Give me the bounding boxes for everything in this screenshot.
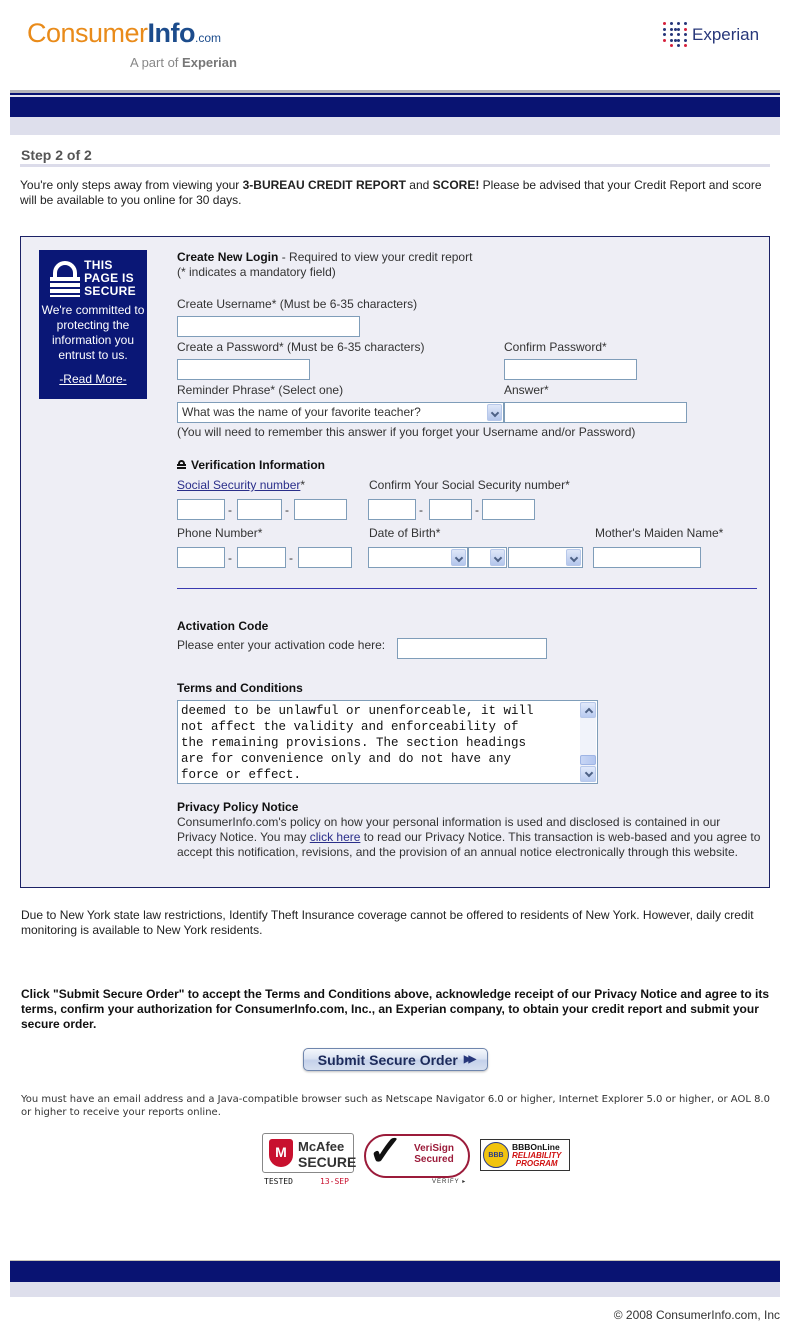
confirm-ssn-part1-input[interactable]	[368, 499, 416, 520]
ssn-part3-input[interactable]	[294, 499, 347, 520]
username-input[interactable]	[177, 316, 360, 337]
experian-dot	[663, 39, 666, 42]
maiden-name-label: Mother's Maiden Name*	[595, 526, 724, 540]
ssn-help-link[interactable]: Social Security number	[177, 478, 301, 492]
experian-dot	[663, 33, 666, 36]
header-nav-bar	[10, 97, 780, 117]
mcafee-shield-icon: M	[269, 1139, 293, 1167]
logo-tagline: A part of Experian	[130, 55, 237, 70]
dash: -	[228, 503, 232, 517]
confirm-ssn-part2-input[interactable]	[429, 499, 472, 520]
experian-dot	[663, 22, 666, 25]
page-title: Step 2 of 2	[21, 147, 92, 163]
experian-dot	[670, 44, 673, 47]
bbb-torch-icon: BBB	[483, 1142, 509, 1168]
dob-label: Date of Birth*	[369, 526, 441, 540]
ssn-part1-input[interactable]	[177, 499, 225, 520]
new-york-notice: Due to New York state law restrictions, Identify Theft Insurance coverage cannot be offered to residents of New York. However, daily credit monitoring is available to New York residents.	[21, 908, 754, 937]
confirm-password-label: Confirm Password*	[504, 340, 607, 354]
experian-dot	[677, 39, 680, 42]
reminder-label: Reminder Phrase* (Select one)	[177, 383, 344, 397]
read-more-link[interactable]: -Read More-	[59, 372, 127, 386]
header-sub-bar	[10, 117, 780, 135]
chevron-down-icon	[451, 549, 466, 566]
experian-dot	[663, 28, 666, 31]
username-label: Create Username* (Must be 6-35 characters)	[177, 297, 418, 311]
experian-dot	[684, 44, 687, 47]
chevron-down-icon	[490, 549, 505, 566]
experian-dot	[684, 39, 687, 42]
answer-input[interactable]	[504, 402, 687, 423]
consumerinfo-logo[interactable]: ConsumerInfo.com	[27, 18, 222, 48]
experian-dot	[670, 39, 673, 42]
experian-dot	[677, 28, 680, 31]
dash: -	[228, 551, 232, 565]
lock-icon	[50, 261, 80, 297]
terms-scrollbar[interactable]	[580, 702, 596, 782]
reminder-phrase-select[interactable]: What was the name of your favorite teacher?	[177, 402, 504, 423]
ssn-label: Social Security number*	[177, 478, 306, 492]
double-chevron-right-icon: ▶▶	[463, 1054, 474, 1065]
experian-dot	[684, 33, 687, 36]
intro-text: You're only steps away from viewing your 3-BUREAU CREDIT REPORT and SCORE! Please be advised that your Credit Report and score will be available to you online for 30 days.	[20, 178, 762, 207]
dash: -	[289, 551, 293, 565]
dash: -	[419, 503, 423, 517]
copyright: © 2008 ConsumerInfo.com, Inc	[613, 1308, 780, 1322]
experian-dot	[670, 22, 673, 25]
phone-label: Phone Number*	[177, 526, 263, 540]
login-heading: Create New Login - Required to view your credit report	[177, 250, 473, 264]
experian-dot	[670, 28, 673, 31]
experian-logo[interactable]: Experian	[663, 22, 759, 48]
section-divider	[177, 588, 757, 589]
confirm-password-input[interactable]	[504, 359, 637, 380]
dash: -	[475, 503, 479, 517]
terms-heading: Terms and Conditions	[177, 681, 303, 695]
experian-dot	[677, 44, 680, 47]
browser-requirements: You must have an email address and a Java-compatible browser such as Netscape Navigator 6.0 or higher, Internet Explorer 5.0 or higher, or AOL 8.0 or higher to receive your reports online.	[21, 1094, 770, 1118]
chevron-down-icon	[566, 549, 581, 566]
dob-year-select[interactable]	[508, 547, 583, 568]
experian-dots-icon	[663, 22, 689, 48]
secure-page-badge: THIS PAGE IS SECURE We're committed to protecting the information you entrust to us. -Read More-	[39, 250, 147, 399]
password-label: Create a Password* (Must be 6-35 characters)	[177, 340, 425, 354]
dash: -	[285, 503, 289, 517]
title-divider	[20, 164, 770, 167]
mcafee-secure-seal[interactable]: M McAfee SECURE TESTED 13-SEP	[262, 1133, 354, 1188]
secure-message: We're committed to protecting the information you entrust to us.	[41, 303, 145, 362]
submit-instructions: Click "Submit Secure Order" to accept the Terms and Conditions above, acknowledge receipt of our Privacy Notice and agree to its terms, confirm your authorization for ConsumerInfo.com, Inc., an Experian company, to obtain your credit report and submit your secure order.	[21, 987, 770, 1031]
submit-secure-order-button[interactable]: Submit Secure Order ▶▶	[303, 1048, 488, 1071]
phone-area-input[interactable]	[177, 547, 225, 568]
phone-prefix-input[interactable]	[237, 547, 286, 568]
confirm-ssn-part3-input[interactable]	[482, 499, 535, 520]
experian-dot	[670, 33, 673, 36]
footer-bar	[10, 1261, 780, 1282]
verification-heading: Verification Information	[177, 458, 325, 472]
small-lock-icon	[177, 460, 186, 470]
chevron-down-icon	[487, 404, 502, 421]
scroll-down-icon[interactable]	[580, 766, 596, 782]
experian-dot	[677, 22, 680, 25]
ssn-part2-input[interactable]	[237, 499, 282, 520]
checkmark-icon: ✓	[368, 1127, 404, 1174]
privacy-notice: Privacy Policy Notice ConsumerInfo.com's policy on how your personal information is used and disclosed is contained in our Privacy Notice. You may click here to read our Privacy Notice. This transaction is web-based and you agree to accept this notification, revisions, and the provision of an annual notice electronically through this website.	[177, 800, 761, 859]
scroll-thumb[interactable]	[580, 755, 596, 765]
activation-heading: Activation Code	[177, 619, 269, 633]
footer-sub-bar	[10, 1282, 780, 1297]
experian-dot	[684, 28, 687, 31]
activation-code-input[interactable]	[397, 638, 547, 659]
activation-label: Please enter your activation code here:	[177, 638, 386, 652]
experian-dot	[677, 33, 680, 36]
mandatory-note: (* indicates a mandatory field)	[177, 265, 336, 279]
dob-month-select[interactable]	[368, 547, 468, 568]
bbb-online-seal[interactable]: BBB BBBOnLine RELIABILITY PROGRAM	[480, 1139, 570, 1171]
experian-dot	[684, 22, 687, 25]
phone-line-input[interactable]	[298, 547, 352, 568]
confirm-ssn-label: Confirm Your Social Security number*	[369, 478, 570, 492]
terms-text: deemed to be unlawful or unenforceable, it will not affect the validity and enforceability of the remaining provisions. The section headings are for convenience only and do not have any force or effect.	[181, 704, 534, 782]
privacy-click-here-link[interactable]: click here	[309, 830, 361, 844]
dob-day-select[interactable]	[468, 547, 507, 568]
answer-label: Answer*	[504, 383, 549, 397]
maiden-name-input[interactable]	[593, 547, 701, 568]
password-input[interactable]	[177, 359, 310, 380]
terms-textarea[interactable]	[177, 700, 598, 784]
verisign-secured-seal[interactable]: ✓ VeriSign Secured VERIFY ▸	[364, 1128, 472, 1186]
remember-note: (You will need to remember this answer if you forget your Username and/or Password)	[177, 425, 636, 439]
scroll-up-icon[interactable]	[580, 702, 596, 718]
